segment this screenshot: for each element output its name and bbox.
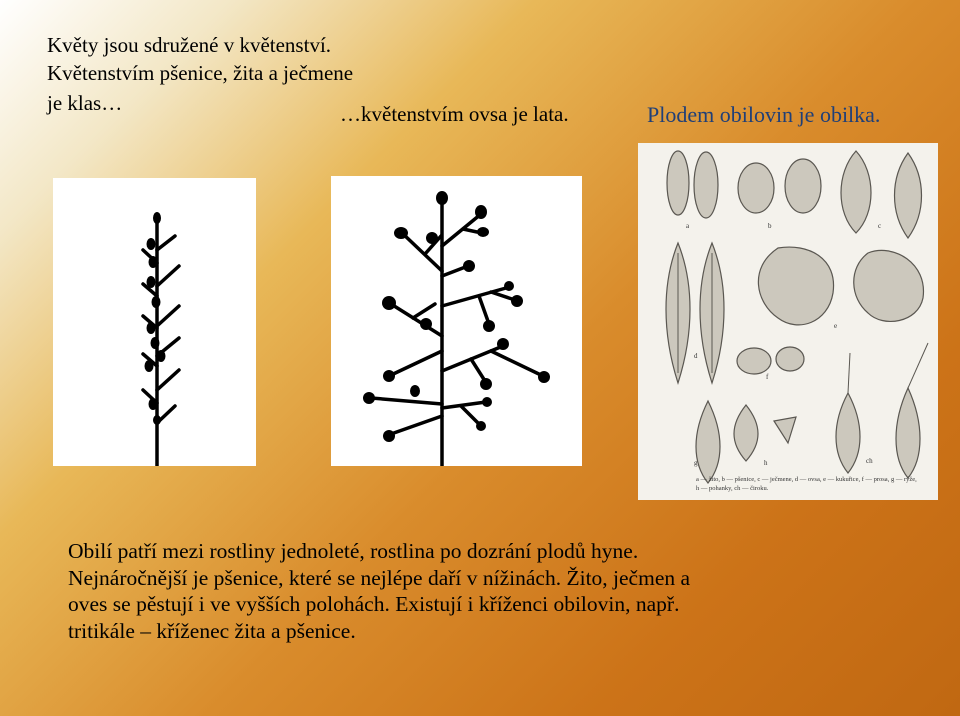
grain-letter: c (878, 222, 882, 230)
spike-drawing (53, 178, 256, 466)
panicle-drawing (331, 176, 582, 466)
spike-diagram (53, 178, 256, 466)
grain-letter: f (766, 373, 769, 381)
grain-letter: d (694, 352, 698, 360)
panicle-diagram (331, 176, 582, 466)
body-paragraph (68, 538, 690, 644)
grain-letter: b (768, 222, 772, 230)
heading-line-3: je klas… (47, 91, 123, 115)
paragraph-line-2: Nejnáročnější je pšenice, které se nejlépe daří v nížinách. Žito, ječmen a (68, 565, 691, 590)
grain-letter: a (686, 222, 690, 230)
paragraph-line-1: Obilí patří mezi rostliny jednoleté, rostlina po dozrání plodů hyne. (68, 539, 639, 563)
grain-drawing (638, 143, 938, 500)
paragraph-line-3: oves se pěstují i ve vyšších polohách. Existují i kříženci obilovin, např. (68, 592, 680, 616)
grain-legend-line-1: a — žito, b — pšenice, c — ječmene, d — ovsa, e — kukuřice, f — prosa, g — rýže, (696, 476, 917, 483)
grain-letter: e (834, 322, 838, 330)
grain-illustration (638, 143, 938, 500)
heading-line-1: Květy jsou sdružené v květenství. (47, 33, 332, 57)
grain-letter: h (764, 459, 768, 467)
oat-panicle-caption: …květenstvím ovsa je lata. (340, 102, 569, 126)
grain-legend-line-2: h — pohanky, ch — čiroku. (696, 485, 769, 492)
grain-fruit-caption: Plodem obilovin je obilka. (647, 102, 881, 127)
heading-line-2: Květenstvím pšenice, žita a ječmene (47, 61, 354, 85)
paragraph-line-4: tritikále – kříženec žita a pšenice. (68, 618, 356, 643)
grain-letter: ch (866, 457, 873, 465)
grain-letter: g (694, 459, 698, 467)
